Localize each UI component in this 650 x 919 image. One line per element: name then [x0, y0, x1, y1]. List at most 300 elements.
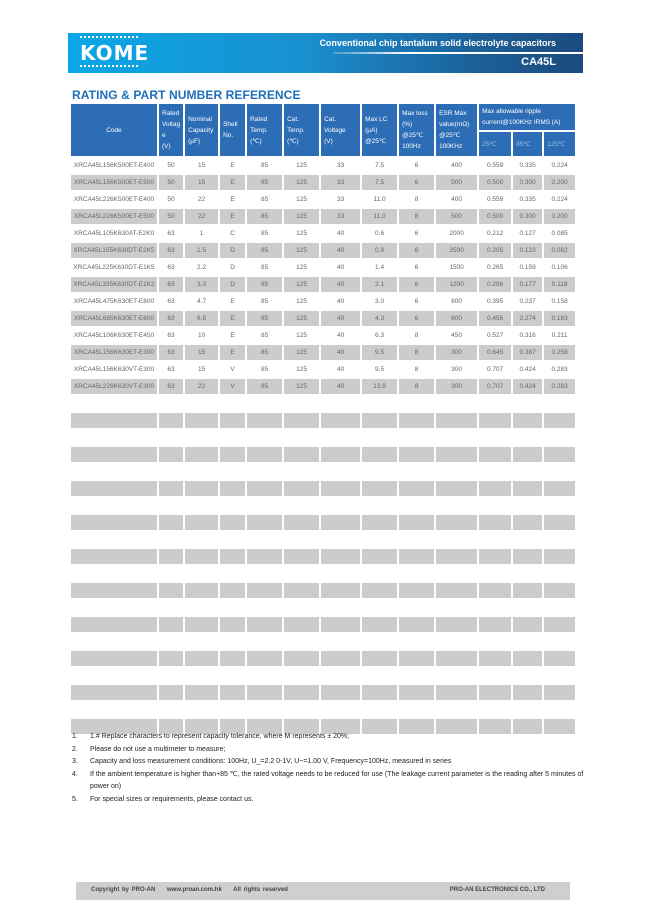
empty-cell [479, 549, 511, 566]
cell-loss: 8 [399, 362, 434, 379]
note-text: For special sizes or requirements, please contact us. [90, 795, 254, 803]
cell-r85: 0.274 [513, 311, 542, 328]
empty-cell [436, 634, 477, 651]
empty-cell [362, 532, 397, 549]
empty-cell [159, 549, 183, 566]
empty-cell [220, 600, 245, 617]
empty-cell [71, 430, 157, 447]
cell-v: 63 [159, 311, 183, 328]
cell-cv: 40 [321, 311, 360, 328]
empty-cell [185, 634, 218, 651]
empty-cell [159, 481, 183, 498]
cell-cap: 4.7 [185, 294, 218, 311]
footer-website: www.proan.com.hk [167, 887, 222, 893]
empty-cell [71, 651, 157, 668]
empty-row [71, 396, 575, 413]
empty-cell [71, 447, 157, 464]
empty-cell [362, 447, 397, 464]
cell-cv: 40 [321, 379, 360, 396]
cell-shell: C [220, 226, 245, 243]
cell-v: 63 [159, 243, 183, 260]
empty-cell [284, 498, 319, 515]
col-ripple-25c: 25℃ [479, 132, 511, 158]
empty-cell [436, 685, 477, 702]
table-row [71, 226, 575, 243]
empty-row [71, 600, 575, 617]
empty-cell [220, 617, 245, 634]
col-ripple-current [479, 104, 575, 132]
header-line: (℃) [287, 137, 299, 145]
cell-v: 63 [159, 345, 183, 362]
empty-cell [362, 651, 397, 668]
empty-cell [185, 430, 218, 447]
empty-cell [220, 396, 245, 413]
empty-cell [185, 549, 218, 566]
cell-cv: 40 [321, 328, 360, 345]
empty-cell [513, 549, 542, 566]
cell-r85: 0.123 [513, 243, 542, 260]
empty-cell [399, 651, 434, 668]
cell-r125: 0.200 [544, 175, 575, 192]
cell-lc: 7.5 [362, 175, 397, 192]
empty-cell [284, 464, 319, 481]
empty-row [71, 498, 575, 515]
empty-cell [399, 430, 434, 447]
empty-cell [284, 549, 319, 566]
empty-cell [513, 515, 542, 532]
header-line: Temp. [287, 126, 305, 134]
cell-r25: 0.212 [479, 226, 511, 243]
empty-cell [362, 566, 397, 583]
empty-cell [479, 702, 511, 719]
empty-cell [436, 464, 477, 481]
empty-cell [362, 396, 397, 413]
note-number: 1. [72, 733, 78, 740]
cell-v: 50 [159, 192, 183, 209]
cell-loss: 6 [399, 158, 434, 175]
empty-cell [159, 668, 183, 685]
empty-cell [513, 430, 542, 447]
header-line: @25℃ [439, 132, 461, 139]
empty-cell [284, 532, 319, 549]
header-line: current@100KHz IRMS (A) [482, 119, 561, 126]
cell-cap: 6.8 [185, 311, 218, 328]
empty-cell [362, 515, 397, 532]
cell-r85: 0.335 [513, 192, 542, 209]
cell-r125: 0.283 [544, 362, 575, 379]
cell-rt: 85 [247, 175, 282, 192]
empty-cell [159, 566, 183, 583]
empty-cell [479, 515, 511, 532]
cell-loss: 6 [399, 243, 434, 260]
col-max-lc [362, 104, 397, 158]
empty-row [71, 464, 575, 481]
cell-loss: 8 [399, 379, 434, 396]
empty-cell [544, 685, 575, 702]
cell-lc: 0.6 [362, 226, 397, 243]
cell-r25: 0.645 [479, 345, 511, 362]
col-max-loss [399, 104, 434, 158]
logo-text: KOME [80, 41, 150, 65]
cell-v: 50 [159, 158, 183, 175]
empty-cell [544, 498, 575, 515]
empty-cell [544, 651, 575, 668]
empty-cell [544, 566, 575, 583]
cell-v: 63 [159, 362, 183, 379]
cell-cap: 15 [185, 345, 218, 362]
empty-cell [321, 566, 360, 583]
cell-lc: 6.3 [362, 328, 397, 345]
empty-cell [544, 515, 575, 532]
empty-cell [399, 668, 434, 685]
cell-ct: 125 [284, 226, 319, 243]
model-name: CA45L [521, 56, 556, 68]
empty-cell [321, 549, 360, 566]
empty-cell [479, 532, 511, 549]
cell-v: 63 [159, 260, 183, 277]
empty-cell [399, 396, 434, 413]
header-line: value(mΩ) [439, 121, 470, 128]
empty-cell [513, 634, 542, 651]
empty-row [71, 566, 575, 583]
cell-r125: 0.283 [544, 379, 575, 396]
empty-cell [284, 702, 319, 719]
empty-cell [159, 617, 183, 634]
empty-cell [362, 668, 397, 685]
cell-cv: 40 [321, 243, 360, 260]
cell-shell: V [220, 379, 245, 396]
empty-cell [185, 600, 218, 617]
table-row [71, 175, 575, 192]
header-line: Capacity [188, 126, 214, 134]
cell-r125: 0.158 [544, 294, 575, 311]
cell-esr: 500 [436, 209, 477, 226]
empty-cell [71, 617, 157, 634]
cell-esr: 2500 [436, 243, 477, 260]
empty-cell [247, 651, 282, 668]
empty-cell [159, 702, 183, 719]
empty-cell [71, 481, 157, 498]
empty-cell [399, 532, 434, 549]
empty-cell [399, 617, 434, 634]
cell-ct: 125 [284, 362, 319, 379]
empty-cell [71, 532, 157, 549]
cell-esr: 300 [436, 362, 477, 379]
header-line: @25℃ [365, 137, 387, 145]
empty-cell [159, 532, 183, 549]
empty-row [71, 430, 575, 447]
empty-cell [247, 515, 282, 532]
table-row [71, 209, 575, 226]
empty-cell [399, 566, 434, 583]
header-line: Temp. [250, 126, 268, 134]
empty-cell [321, 515, 360, 532]
cell-lc: 9.5 [362, 345, 397, 362]
footer-rights: All rights reserved [233, 887, 288, 893]
table-row [71, 362, 575, 379]
empty-row [71, 413, 575, 430]
cell-ct: 125 [284, 294, 319, 311]
empty-cell [362, 430, 397, 447]
empty-cell [362, 634, 397, 651]
header-line: Nominal [188, 115, 212, 123]
empty-cell [479, 668, 511, 685]
header-line: 100Hz [402, 143, 421, 150]
cell-loss: 8 [399, 345, 434, 362]
empty-cell [362, 583, 397, 600]
empty-cell [399, 447, 434, 464]
cell-loss: 6 [399, 175, 434, 192]
empty-cell [513, 396, 542, 413]
empty-cell [247, 430, 282, 447]
cell-esr: 1200 [436, 277, 477, 294]
cell-cv: 40 [321, 226, 360, 243]
cell-r25: 0.205 [479, 243, 511, 260]
cell-rt: 85 [247, 328, 282, 345]
empty-cell [513, 685, 542, 702]
empty-cell [284, 447, 319, 464]
table-row [71, 260, 575, 277]
empty-cell [479, 617, 511, 634]
rating-table [69, 104, 577, 736]
cell-code: XRCA45L156K630VT-E300 [71, 362, 157, 379]
table-row [71, 192, 575, 209]
cell-shell: V [220, 362, 245, 379]
cell-r125: 0.224 [544, 158, 575, 175]
cell-ct: 125 [284, 328, 319, 345]
empty-cell [479, 498, 511, 515]
cell-r125: 0.200 [544, 209, 575, 226]
empty-cell [71, 413, 157, 430]
empty-cell [220, 515, 245, 532]
empty-cell [544, 396, 575, 413]
empty-cell [513, 481, 542, 498]
section-title: RATING & PART NUMBER REFERENCE [72, 88, 301, 102]
empty-cell [185, 532, 218, 549]
empty-cell [284, 651, 319, 668]
cell-v: 63 [159, 226, 183, 243]
header-line: Max loss [402, 110, 428, 117]
empty-cell [220, 651, 245, 668]
cell-ct: 125 [284, 192, 319, 209]
cell-shell: D [220, 243, 245, 260]
header-line: Voltag [162, 121, 181, 128]
empty-cell [544, 430, 575, 447]
empty-cell [71, 685, 157, 702]
empty-cell [71, 515, 157, 532]
empty-cell [362, 549, 397, 566]
empty-cell [399, 498, 434, 515]
header-line: Max LC [365, 115, 388, 123]
header-line: Cat. [287, 115, 299, 123]
empty-cell [436, 566, 477, 583]
cell-lc: 7.5 [362, 158, 397, 175]
empty-cell [544, 668, 575, 685]
cell-rt: 85 [247, 362, 282, 379]
cell-loss: 6 [399, 311, 434, 328]
note-item [72, 731, 592, 744]
empty-cell [220, 532, 245, 549]
empty-cell [436, 702, 477, 719]
empty-cell [185, 413, 218, 430]
empty-cell [185, 396, 218, 413]
header-line: Rated [250, 115, 268, 123]
cell-loss: 6 [399, 277, 434, 294]
empty-cell [479, 447, 511, 464]
cell-r125: 0.106 [544, 260, 575, 277]
empty-cell [399, 600, 434, 617]
header-line: Shell [223, 121, 238, 128]
empty-cell [247, 549, 282, 566]
cell-esr: 600 [436, 311, 477, 328]
cell-r125: 0.258 [544, 345, 575, 362]
empty-cell [399, 685, 434, 702]
col-nominal-capacity [185, 104, 218, 158]
empty-cell [544, 549, 575, 566]
empty-cell [479, 634, 511, 651]
empty-cell [513, 583, 542, 600]
header-line: 100KHz [439, 143, 463, 150]
empty-cell [544, 464, 575, 481]
cell-r25: 0.707 [479, 362, 511, 379]
cell-code: XRCA45L685K630ET-E600 [71, 311, 157, 328]
empty-cell [247, 702, 282, 719]
empty-cell [220, 702, 245, 719]
cell-cap: 15 [185, 362, 218, 379]
cell-rt: 85 [247, 192, 282, 209]
cell-esr: 2000 [436, 226, 477, 243]
logo-dots-bottom [80, 65, 138, 70]
cell-esr: 300 [436, 379, 477, 396]
note-item [72, 744, 592, 757]
cell-code: XRCA45L226K500ET-E400 [71, 192, 157, 209]
cell-lc: 1.4 [362, 260, 397, 277]
header-line: (V) [324, 137, 333, 145]
empty-cell [185, 515, 218, 532]
empty-cell [479, 685, 511, 702]
empty-cell [513, 413, 542, 430]
empty-cell [436, 583, 477, 600]
header-line: (µF) [188, 137, 201, 145]
cell-ct: 125 [284, 311, 319, 328]
cell-cap: 15 [185, 175, 218, 192]
empty-cell [284, 634, 319, 651]
empty-cell [159, 413, 183, 430]
empty-cell [436, 668, 477, 685]
empty-cell [321, 447, 360, 464]
empty-cell [71, 566, 157, 583]
col-shell-no [220, 104, 245, 158]
table-body [71, 158, 575, 736]
cell-r125: 0.211 [544, 328, 575, 345]
empty-cell [321, 396, 360, 413]
empty-cell [159, 515, 183, 532]
kome-logo [80, 36, 150, 70]
header-line: @25℃ [402, 132, 424, 139]
cell-r85: 0.424 [513, 362, 542, 379]
empty-cell [284, 617, 319, 634]
cell-code: XRCA45L226K500ET-E500 [71, 209, 157, 226]
empty-cell [513, 464, 542, 481]
empty-cell [71, 600, 157, 617]
col-code: Code [71, 104, 157, 158]
col-cat-temp [284, 104, 319, 158]
note-text: Capacity and loss measurement conditions: 100Hz, U_=2.2 0-1V, U~=1.00 V, Frequency=100Hz, measured in series [90, 758, 452, 766]
cell-code: XRCA45L155K630DT-E2K5 [71, 243, 157, 260]
empty-row [71, 617, 575, 634]
header-line: Voltage [324, 126, 346, 134]
empty-cell [544, 617, 575, 634]
empty-cell [220, 464, 245, 481]
col-ripple-125c: 125℃ [544, 132, 575, 158]
empty-cell [284, 668, 319, 685]
table-row [71, 158, 575, 175]
cell-code: XRCA45L335K630DT-E1K2 [71, 277, 157, 294]
empty-cell [247, 685, 282, 702]
cell-cv: 40 [321, 345, 360, 362]
empty-cell [220, 481, 245, 498]
note-item [72, 756, 592, 769]
cell-ct: 125 [284, 158, 319, 175]
cell-esr: 300 [436, 345, 477, 362]
empty-row [71, 702, 575, 719]
col-rated-temp [247, 104, 282, 158]
cell-lc: 13.9 [362, 379, 397, 396]
cell-cv: 40 [321, 260, 360, 277]
empty-row [71, 532, 575, 549]
note-text: If the ambient temperature is higher than+85 ℃, the rated voltage needs to be reduced for use (The leakage current parameter is the reading after 5 minutes of power on) [90, 770, 584, 791]
cell-cap: 1 [185, 226, 218, 243]
cell-rt: 85 [247, 294, 282, 311]
cell-loss: 6 [399, 260, 434, 277]
empty-cell [479, 430, 511, 447]
empty-row [71, 685, 575, 702]
cell-r25: 0.395 [479, 294, 511, 311]
col-esr-max [436, 104, 477, 158]
cell-cap: 22 [185, 192, 218, 209]
cell-ct: 125 [284, 260, 319, 277]
table-row [71, 311, 575, 328]
empty-cell [513, 498, 542, 515]
empty-cell [247, 498, 282, 515]
empty-cell [185, 685, 218, 702]
empty-cell [321, 583, 360, 600]
empty-cell [513, 600, 542, 617]
cell-esr: 400 [436, 192, 477, 209]
empty-cell [544, 583, 575, 600]
empty-cell [185, 464, 218, 481]
cell-rt: 85 [247, 260, 282, 277]
table-row [71, 379, 575, 396]
cell-code: XRCA45L225K630DT-E1K5 [71, 260, 157, 277]
cell-code: XRCA45L156K500ET-E500 [71, 175, 157, 192]
cell-rt: 85 [247, 226, 282, 243]
cell-code: XRCA45L226K630VT-E300 [71, 379, 157, 396]
cell-lc: 3.0 [362, 294, 397, 311]
table-row [71, 345, 575, 362]
empty-cell [436, 515, 477, 532]
cell-ct: 125 [284, 243, 319, 260]
cell-r85: 0.237 [513, 294, 542, 311]
cell-r85: 0.316 [513, 328, 542, 345]
empty-cell [321, 600, 360, 617]
cell-v: 63 [159, 379, 183, 396]
empty-cell [220, 549, 245, 566]
empty-cell [284, 515, 319, 532]
empty-cell [513, 447, 542, 464]
empty-cell [513, 566, 542, 583]
cell-esr: 450 [436, 328, 477, 345]
